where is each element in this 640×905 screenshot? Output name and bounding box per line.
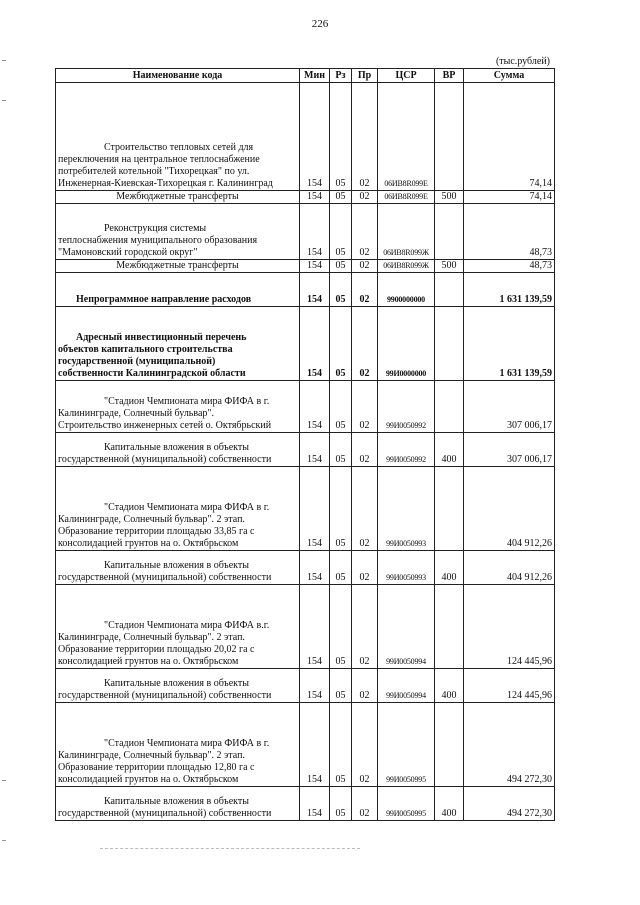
cell-name-line: Непрограммное направление расходов — [76, 294, 252, 305]
col-header-csr: ЦСР — [378, 69, 435, 83]
cell-vr — [435, 467, 464, 551]
cell-rz: 05 — [330, 191, 352, 204]
cell-min: 154 — [300, 669, 330, 703]
cell-csr: 99И0050994 — [378, 585, 435, 669]
cell-pr: 02 — [352, 787, 378, 821]
cell-rz: 05 — [330, 204, 352, 260]
col-header-sum: Сумма — [464, 69, 555, 83]
cell-name-line: Калининграде, Солнечный бульвар". 2 этап. — [58, 514, 245, 525]
cell-sum: 48,73 — [464, 260, 555, 273]
cell-csr: 99И0050995 — [378, 787, 435, 821]
footer-dash-line — [100, 848, 360, 849]
cell-csr: 06ИВ8R099Е — [378, 83, 435, 191]
cell-name-line: Строительство тепловых сетей для — [104, 142, 254, 153]
page-number: 226 — [311, 18, 329, 30]
cell-pr: 02 — [352, 585, 378, 669]
cell-rz: 05 — [330, 669, 352, 703]
cell-vr: 500 — [435, 260, 464, 273]
cell-pr: 02 — [352, 83, 378, 191]
cell-vr — [435, 273, 464, 307]
cell-min: 154 — [300, 83, 330, 191]
cell-sum: 74,14 — [464, 191, 555, 204]
cell-name — [56, 433, 300, 467]
cell-name-line: консолидацией грунтов на о. Октябрьском — [58, 774, 239, 785]
table-row — [56, 467, 555, 551]
cell-name-line: Адресный инвестиционный перечень — [76, 332, 247, 343]
cell-min: 154 — [300, 433, 330, 467]
cell-vr — [435, 585, 464, 669]
cell-name-line: государственной (муниципальной) собственности — [58, 572, 272, 583]
cell-min: 154 — [300, 273, 330, 307]
cell-rz: 05 — [330, 273, 352, 307]
cell-name-line: государственной (муниципальной) — [58, 356, 216, 367]
table-row — [56, 273, 555, 307]
cell-rz: 05 — [330, 551, 352, 585]
cell-rz: 05 — [330, 83, 352, 191]
table-row — [56, 307, 555, 381]
cell-vr — [435, 204, 464, 260]
cell-rz: 05 — [330, 307, 352, 381]
cell-min: 154 — [300, 307, 330, 381]
margin-marks — [2, 60, 8, 880]
cell-name-line: переключения на центральное теплоснабжение — [58, 154, 260, 165]
cell-name-line: Калининграде, Солнечный бульвар". 2 этап. — [58, 632, 245, 643]
cell-name-line: Калининграде, Солнечный бульвар". — [58, 408, 214, 419]
col-header-rz: Рз — [330, 69, 352, 83]
cell-vr — [435, 307, 464, 381]
cell-name-line: "Стадион Чемпионата мира ФИФА в.г. — [104, 620, 270, 631]
cell-name-line: Калининграде, Солнечный бульвар". 2 этап. — [58, 750, 245, 761]
cell-sum: 307 006,17 — [464, 381, 555, 433]
cell-sum: 124 445,96 — [464, 669, 555, 703]
cell-pr: 02 — [352, 273, 378, 307]
cell-sum: 1 631 139,59 — [464, 307, 555, 381]
cell-name-line: государственной (муниципальной) собственности — [58, 808, 272, 819]
cell-vr: 400 — [435, 433, 464, 467]
cell-name-line: Капитальные вложения в объекты — [104, 560, 249, 571]
cell-vr: 400 — [435, 669, 464, 703]
cell-min: 154 — [300, 381, 330, 433]
cell-rz: 05 — [330, 381, 352, 433]
cell-name-line: государственной (муниципальной) собственности — [58, 454, 272, 465]
cell-pr: 02 — [352, 204, 378, 260]
cell-rz: 05 — [330, 467, 352, 551]
cell-pr: 02 — [352, 467, 378, 551]
cell-min: 154 — [300, 787, 330, 821]
cell-sum: 307 006,17 — [464, 433, 555, 467]
cell-csr: 06ИВ8R099Е — [378, 191, 435, 204]
cell-pr: 02 — [352, 551, 378, 585]
cell-name — [56, 191, 300, 204]
table-row — [56, 381, 555, 433]
cell-vr: 400 — [435, 787, 464, 821]
cell-vr: 500 — [435, 191, 464, 204]
cell-sum: 404 912,26 — [464, 551, 555, 585]
cell-pr: 02 — [352, 191, 378, 204]
cell-name-line: собственности Калининградской области — [58, 368, 246, 379]
table-header-row — [56, 69, 555, 83]
col-header-pr: Пр — [352, 69, 378, 83]
cell-pr: 02 — [352, 703, 378, 787]
cell-name-line: Инженерная-Киевская-Тихорецкая г. Калининград — [58, 178, 273, 189]
table-row — [56, 191, 555, 204]
cell-rz: 05 — [330, 260, 352, 273]
col-header-min: Мин — [300, 69, 330, 83]
cell-sum: 494 272,30 — [464, 787, 555, 821]
cell-csr: 99И0050993 — [378, 551, 435, 585]
cell-name — [56, 83, 300, 191]
cell-pr: 02 — [352, 307, 378, 381]
cell-name — [56, 273, 300, 307]
cell-name-line: Капитальные вложения в объекты — [104, 678, 249, 689]
table-row — [56, 703, 555, 787]
table-row — [56, 260, 555, 273]
cell-name — [56, 467, 300, 551]
cell-pr: 02 — [352, 669, 378, 703]
cell-sum: 1 631 139,59 — [464, 273, 555, 307]
cell-pr: 02 — [352, 433, 378, 467]
cell-name-line: теплоснабжения муниципального образования — [58, 235, 258, 246]
table-row — [56, 787, 555, 821]
cell-pr: 02 — [352, 260, 378, 273]
cell-name — [56, 585, 300, 669]
cell-sum: 74,14 — [464, 83, 555, 191]
cell-name-line: Межбюджетные трансферты — [116, 260, 239, 271]
cell-name-line: Межбюджетные трансферты — [116, 191, 239, 202]
cell-min: 154 — [300, 204, 330, 260]
cell-csr: 9900000000 — [378, 273, 435, 307]
cell-sum: 48,73 — [464, 204, 555, 260]
cell-csr: 99И0050992 — [378, 433, 435, 467]
table-row — [56, 669, 555, 703]
cell-name-line: объектов капитального строительства — [58, 344, 233, 355]
cell-csr: 06ИВ8R099Ж — [378, 260, 435, 273]
cell-name-line: Реконструкция системы — [104, 223, 207, 234]
cell-min: 154 — [300, 467, 330, 551]
cell-name-line: Образование территории площадью 33,85 га с — [58, 526, 255, 537]
cell-min: 154 — [300, 551, 330, 585]
cell-name-line: Капитальные вложения в объекты — [104, 796, 249, 807]
cell-csr: 99И0050994 — [378, 669, 435, 703]
cell-min: 154 — [300, 260, 330, 273]
cell-name-line: Образование территории площадью 12,80 га с — [58, 762, 255, 773]
cell-pr: 02 — [352, 381, 378, 433]
cell-name-line: консолидацией грунтов на о. Октябрьском — [58, 538, 239, 549]
cell-name-line: "Стадион Чемпионата мира ФИФА в г. — [104, 738, 270, 749]
cell-name-line: "Стадион Чемпионата мира ФИФА в г. — [104, 396, 270, 407]
cell-sum: 494 272,30 — [464, 703, 555, 787]
cell-min: 154 — [300, 703, 330, 787]
cell-vr — [435, 83, 464, 191]
cell-rz: 05 — [330, 585, 352, 669]
cell-vr — [435, 703, 464, 787]
cell-csr: 99И0050993 — [378, 467, 435, 551]
cell-sum: 404 912,26 — [464, 467, 555, 551]
budget-table — [55, 68, 555, 821]
col-header-name: Наименование кода — [56, 69, 300, 83]
cell-name-line: консолидацией грунтов на о. Октябрьском — [58, 656, 239, 667]
cell-sum: 124 445,96 — [464, 585, 555, 669]
table-row — [56, 204, 555, 260]
cell-name-line: государственной (муниципальной) собственности — [58, 690, 272, 701]
table-row — [56, 585, 555, 669]
cell-csr: 99И0050995 — [378, 703, 435, 787]
cell-name — [56, 703, 300, 787]
cell-name-line: Капитальные вложения в объекты — [104, 442, 249, 453]
cell-csr: 99И0000000 — [378, 307, 435, 381]
cell-name — [56, 381, 300, 433]
cell-name — [56, 307, 300, 381]
cell-name — [56, 551, 300, 585]
cell-vr — [435, 381, 464, 433]
cell-name — [56, 669, 300, 703]
cell-name-line: "Стадион Чемпионата мира ФИФА в г. — [104, 502, 270, 513]
cell-min: 154 — [300, 585, 330, 669]
cell-rz: 05 — [330, 703, 352, 787]
cell-name — [56, 787, 300, 821]
cell-rz: 05 — [330, 787, 352, 821]
cell-csr: 99И0050992 — [378, 381, 435, 433]
cell-name — [56, 204, 300, 260]
cell-name-line: Образование территории площадью 20,02 га с — [58, 644, 255, 655]
table-row — [56, 83, 555, 191]
col-header-vr: ВР — [435, 69, 464, 83]
cell-min: 154 — [300, 191, 330, 204]
cell-name-line: "Мамоновский городской округ" — [58, 247, 198, 258]
cell-vr: 400 — [435, 551, 464, 585]
cell-name-line: Строительство инженерных сетей о. Октябрьский — [58, 420, 272, 431]
cell-name — [56, 260, 300, 273]
table-row — [56, 551, 555, 585]
cell-csr: 06ИВ8R099Ж — [378, 204, 435, 260]
units-label: (тыс.рублей) — [495, 56, 550, 67]
cell-rz: 05 — [330, 433, 352, 467]
cell-name-line: потребителей котельной "Тихорецкая" по ул. — [58, 166, 250, 177]
table-row — [56, 433, 555, 467]
